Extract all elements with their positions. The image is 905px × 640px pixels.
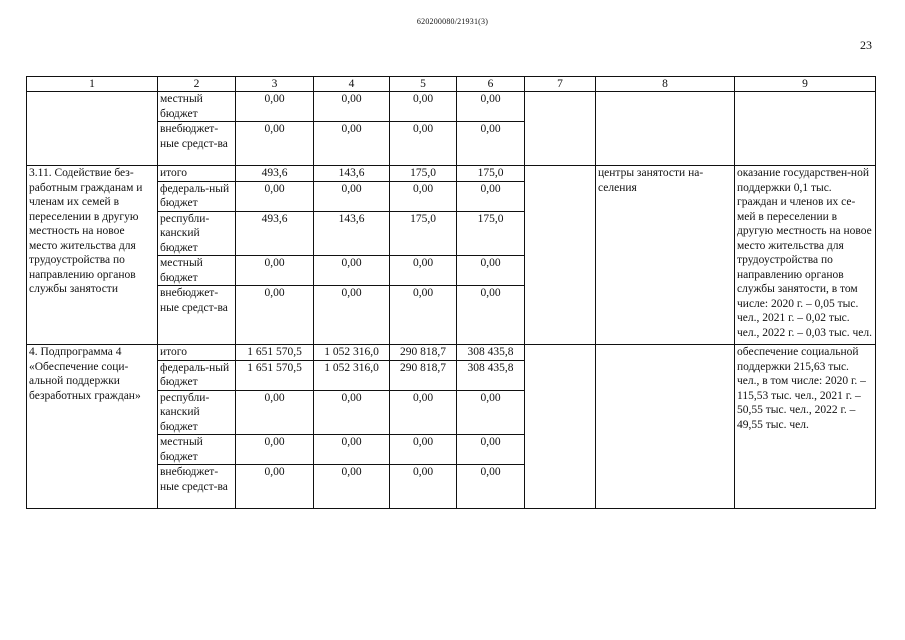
funding-source: республи-канский бюджет	[158, 211, 236, 256]
value-col-6: 0,00	[457, 92, 525, 122]
funding-source: местный бюджет	[158, 256, 236, 286]
funding-source: внебюджет-ные средст-ва	[158, 122, 236, 166]
value-col-4: 0,00	[314, 256, 390, 286]
value-col-6: 175,0	[457, 166, 525, 182]
column-header: 2	[158, 77, 236, 92]
value-col-6: 308 435,8	[457, 360, 525, 390]
program-table	[26, 76, 876, 509]
column-header: 4	[314, 77, 390, 92]
value-col-3: 0,00	[236, 122, 314, 166]
group-col8	[596, 92, 735, 166]
value-col-3: 0,00	[236, 181, 314, 211]
value-col-5: 0,00	[390, 92, 457, 122]
funding-source: итого	[158, 345, 236, 361]
group-title: 3.11. Содействие без-работным гражданам и членам их семей в переселении в другую местность на новое место жительства для трудоустройства по направлению органов службы занятости	[27, 166, 158, 345]
value-col-3: 0,00	[236, 390, 314, 435]
value-col-4: 0,00	[314, 122, 390, 166]
value-col-4: 0,00	[314, 92, 390, 122]
document-id: 620200080/21931(3)	[416, 17, 489, 26]
value-col-6: 0,00	[457, 286, 525, 345]
value-col-5: 0,00	[390, 286, 457, 345]
value-col-5: 0,00	[390, 465, 457, 509]
value-col-3: 493,6	[236, 211, 314, 256]
value-col-5: 290 818,7	[390, 345, 457, 361]
funding-source: местный бюджет	[158, 92, 236, 122]
value-col-5: 290 818,7	[390, 360, 457, 390]
column-header: 5	[390, 77, 457, 92]
value-col-4: 143,6	[314, 166, 390, 182]
group-col9	[735, 92, 876, 166]
value-col-4: 0,00	[314, 181, 390, 211]
funding-source: внебюджет-ные средст-ва	[158, 465, 236, 509]
funding-source: республи-канский бюджет	[158, 390, 236, 435]
value-col-6: 308 435,8	[457, 345, 525, 361]
value-col-5: 175,0	[390, 211, 457, 256]
value-col-6: 0,00	[457, 122, 525, 166]
value-col-3: 1 651 570,5	[236, 360, 314, 390]
value-col-3: 0,00	[236, 435, 314, 465]
value-col-4: 0,00	[314, 435, 390, 465]
value-col-4: 1 052 316,0	[314, 360, 390, 390]
value-col-6: 0,00	[457, 465, 525, 509]
funding-source: итого	[158, 166, 236, 182]
value-col-3: 0,00	[236, 286, 314, 345]
value-col-5: 175,0	[390, 166, 457, 182]
value-col-6: 0,00	[457, 181, 525, 211]
funding-source: федераль-ный бюджет	[158, 360, 236, 390]
value-col-4: 0,00	[314, 390, 390, 435]
value-col-5: 0,00	[390, 256, 457, 286]
funding-source: местный бюджет	[158, 435, 236, 465]
value-col-4: 1 052 316,0	[314, 345, 390, 361]
value-col-4: 0,00	[314, 465, 390, 509]
value-col-5: 0,00	[390, 390, 457, 435]
table-row	[27, 345, 876, 361]
value-col-4: 143,6	[314, 211, 390, 256]
column-header: 6	[457, 77, 525, 92]
group-col9: оказание государствен-ной поддержки 0,1 тыс. граждан и членов их се-мей в переселении в другую местность на новое место жительства для трудоустройства по направлению органов службы занятости, в том числе: 2020 г. – 0,05 тыс. чел., 2021 г. – 0,02 тыс. чел., 2022 г. – 0,03 тыс. чел.	[735, 166, 876, 345]
column-header: 8	[596, 77, 735, 92]
group-col8	[596, 345, 735, 509]
group-title: 4. Подпрограмма 4 «Обеспечение соци-альной поддержки безработных граждан»	[27, 345, 158, 509]
table-row	[27, 166, 876, 182]
value-col-3: 1 651 570,5	[236, 345, 314, 361]
value-col-6: 0,00	[457, 435, 525, 465]
value-col-3: 0,00	[236, 256, 314, 286]
group-col7	[525, 166, 596, 345]
funding-source: внебюджет-ные средст-ва	[158, 286, 236, 345]
value-col-3: 0,00	[236, 92, 314, 122]
value-col-5: 0,00	[390, 122, 457, 166]
value-col-5: 0,00	[390, 181, 457, 211]
value-col-4: 0,00	[314, 286, 390, 345]
value-col-3: 493,6	[236, 166, 314, 182]
value-col-3: 0,00	[236, 465, 314, 509]
value-col-6: 0,00	[457, 390, 525, 435]
header-row	[27, 77, 876, 92]
value-col-6: 175,0	[457, 211, 525, 256]
page-number: 23	[860, 38, 872, 52]
group-title	[27, 92, 158, 166]
table-row	[27, 92, 876, 122]
group-col8: центры занятости на-селения	[596, 166, 735, 345]
group-col7	[525, 345, 596, 509]
column-header: 7	[525, 77, 596, 92]
group-col7	[525, 92, 596, 166]
column-header: 9	[735, 77, 876, 92]
value-col-6: 0,00	[457, 256, 525, 286]
column-header: 1	[27, 77, 158, 92]
column-header: 3	[236, 77, 314, 92]
group-col9: обеспечение социальной поддержки 215,63 тыс. чел., в том числе: 2020 г. – 115,53 тыс. чел., 2021 г. – 50,55 тыс. чел., 2022 г. – 49,55 тыс. чел.	[735, 345, 876, 509]
value-col-5: 0,00	[390, 435, 457, 465]
funding-source: федераль-ный бюджет	[158, 181, 236, 211]
